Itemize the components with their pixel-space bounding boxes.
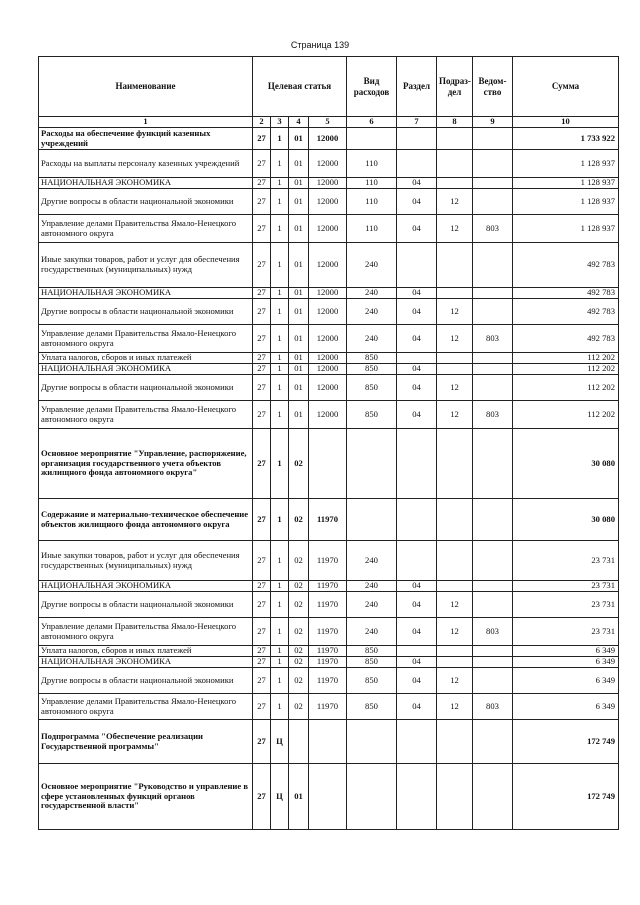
row-razdel [397,764,437,830]
row-summa: 23 731 [513,541,619,581]
row-name: Основное мероприятие "Руководство и управление в сфере установленных функций органов государственной власти" [39,764,253,830]
column-number: 3 [271,117,289,128]
row-name: Расходы на выплаты персоналу казенных учреждений [39,150,253,178]
row-name: Иные закупки товаров, работ и услуг для обеспечения государственных (муниципальных) нужд [39,541,253,581]
row-code-2: 27 [253,429,271,499]
row-summa: 492 783 [513,325,619,353]
row-vid: 110 [347,150,397,178]
table-row [39,720,619,764]
row-code-4: 02 [289,618,309,646]
row-code-3: 1 [271,364,289,375]
row-podrazdel: 12 [437,325,473,353]
row-code-5: 11970 [309,581,347,592]
page-number-label: Страница 139 [290,40,350,50]
row-code-5: 11970 [309,657,347,668]
row-name: Расходы на обеспечение функций казенных учреждений [39,128,253,150]
row-code-3: Ц [271,720,289,764]
header-vedomstvo: Ведом-ство [473,57,513,117]
table-row [39,353,619,364]
row-code-3: 1 [271,150,289,178]
row-vedomstvo [473,592,513,618]
row-code-5: 11970 [309,499,347,541]
row-code-3: 1 [271,668,289,694]
row-name: Управление делами Правительства Ямало-Ненецкого автономного округа [39,401,253,429]
column-number: 7 [397,117,437,128]
row-code-2: 27 [253,581,271,592]
row-code-3: 1 [271,375,289,401]
row-podrazdel: 12 [437,215,473,243]
row-code-4: 02 [289,429,309,499]
row-podrazdel [437,429,473,499]
row-code-4: 01 [289,764,309,830]
row-code-4: 01 [289,215,309,243]
row-code-5: 12000 [309,150,347,178]
header-summa: Сумма [513,57,619,117]
row-code-4: 01 [289,243,309,288]
row-code-4: 02 [289,541,309,581]
row-code-3: 1 [271,243,289,288]
row-code-5: 12000 [309,243,347,288]
row-code-3: 1 [271,288,289,299]
row-code-5: 11970 [309,668,347,694]
row-name: Другие вопросы в области национальной экономики [39,299,253,325]
row-podrazdel: 12 [437,694,473,720]
column-number: 10 [513,117,619,128]
row-vedomstvo [473,541,513,581]
row-vedomstvo [473,128,513,150]
row-code-2: 27 [253,541,271,581]
row-podrazdel [437,581,473,592]
row-code-4: 02 [289,646,309,657]
row-vid: 850 [347,694,397,720]
row-podrazdel: 12 [437,189,473,215]
row-summa: 1 128 937 [513,178,619,189]
row-code-4: 01 [289,401,309,429]
table-row [39,401,619,429]
table-row [39,178,619,189]
row-code-5: 12000 [309,215,347,243]
row-podrazdel [437,720,473,764]
row-vedomstvo [473,353,513,364]
row-vid [347,128,397,150]
row-code-2: 27 [253,646,271,657]
row-summa: 23 731 [513,581,619,592]
row-vedomstvo [473,150,513,178]
row-code-2: 27 [253,720,271,764]
table-row [39,592,619,618]
row-vid: 110 [347,189,397,215]
row-code-2: 27 [253,353,271,364]
row-code-5: 12000 [309,128,347,150]
row-code-2: 27 [253,618,271,646]
row-summa: 1 733 922 [513,128,619,150]
row-name: НАЦИОНАЛЬНАЯ ЭКОНОМИКА [39,288,253,299]
row-name: Управление делами Правительства Ямало-Ненецкого автономного округа [39,694,253,720]
row-code-2: 27 [253,694,271,720]
row-vedomstvo [473,581,513,592]
column-number: 9 [473,117,513,128]
table-row [39,189,619,215]
row-razdel: 04 [397,364,437,375]
row-razdel: 04 [397,657,437,668]
row-vid: 240 [347,288,397,299]
row-name: Другие вопросы в области национальной экономики [39,189,253,215]
row-podrazdel [437,646,473,657]
row-vedomstvo [473,288,513,299]
row-vedomstvo [473,668,513,694]
row-summa: 112 202 [513,375,619,401]
row-code-3: 1 [271,353,289,364]
row-code-3: 1 [271,541,289,581]
row-vedomstvo [473,429,513,499]
row-summa: 112 202 [513,401,619,429]
row-razdel: 04 [397,592,437,618]
row-code-2: 27 [253,764,271,830]
row-code-5: 11970 [309,618,347,646]
row-vid: 110 [347,178,397,189]
row-vedomstvo: 803 [473,215,513,243]
row-code-3: 1 [271,299,289,325]
table-row [39,375,619,401]
table-row [39,128,619,150]
row-vedomstvo [473,646,513,657]
row-vedomstvo [473,364,513,375]
row-razdel: 04 [397,178,437,189]
row-code-5: 12000 [309,325,347,353]
row-name: НАЦИОНАЛЬНАЯ ЭКОНОМИКА [39,364,253,375]
row-vid: 240 [347,541,397,581]
row-code-2: 27 [253,592,271,618]
row-code-2: 27 [253,243,271,288]
row-code-4: 01 [289,325,309,353]
row-razdel: 04 [397,401,437,429]
row-name: НАЦИОНАЛЬНАЯ ЭКОНОМИКА [39,657,253,668]
row-vid: 850 [347,375,397,401]
row-code-5: 11970 [309,592,347,618]
row-summa: 30 080 [513,499,619,541]
row-code-4: 02 [289,499,309,541]
row-code-2: 27 [253,128,271,150]
column-number: 6 [347,117,397,128]
row-code-5 [309,764,347,830]
header-target: Целевая статья [253,57,347,117]
row-vid: 850 [347,657,397,668]
row-summa: 6 349 [513,668,619,694]
row-vedomstvo [473,178,513,189]
row-podrazdel: 12 [437,375,473,401]
table-row [39,764,619,830]
row-code-5 [309,429,347,499]
row-code-3: 1 [271,581,289,592]
row-code-3: 1 [271,646,289,657]
budget-table [38,56,619,830]
row-podrazdel: 12 [437,401,473,429]
row-podrazdel: 12 [437,668,473,694]
row-summa: 1 128 937 [513,215,619,243]
row-code-2: 27 [253,657,271,668]
row-code-2: 27 [253,178,271,189]
row-razdel [397,243,437,288]
row-summa: 112 202 [513,364,619,375]
row-code-4: 01 [289,189,309,215]
row-name: Содержание и материально-техническое обеспечение объектов жилищного фонда автономного округа [39,499,253,541]
row-vid: 240 [347,243,397,288]
row-name: Уплата налогов, сборов и иных платежей [39,646,253,657]
row-code-4: 01 [289,375,309,401]
row-code-2: 27 [253,499,271,541]
row-code-3: 1 [271,189,289,215]
row-code-3: 1 [271,429,289,499]
row-name: НАЦИОНАЛЬНАЯ ЭКОНОМИКА [39,581,253,592]
row-name: Управление делами Правительства Ямало-Ненецкого автономного округа [39,618,253,646]
row-razdel: 04 [397,325,437,353]
row-code-5: 12000 [309,178,347,189]
row-vid: 240 [347,299,397,325]
table-row [39,581,619,592]
row-podrazdel: 12 [437,299,473,325]
row-vedomstvo [473,764,513,830]
row-code-4: 01 [289,353,309,364]
row-vid: 850 [347,646,397,657]
table-row [39,646,619,657]
row-code-2: 27 [253,668,271,694]
table-row [39,243,619,288]
row-vedomstvo [473,189,513,215]
row-code-5: 11970 [309,541,347,581]
row-podrazdel [437,150,473,178]
row-name: Уплата налогов, сборов и иных платежей [39,353,253,364]
row-summa: 172 749 [513,764,619,830]
column-number-row [39,117,619,128]
row-podrazdel [437,353,473,364]
row-podrazdel: 12 [437,618,473,646]
row-vid [347,764,397,830]
row-razdel [397,541,437,581]
row-podrazdel [437,288,473,299]
row-summa: 6 349 [513,646,619,657]
row-code-2: 27 [253,150,271,178]
table-row [39,618,619,646]
row-podrazdel: 12 [437,592,473,618]
row-razdel [397,720,437,764]
row-code-4: 02 [289,694,309,720]
row-code-2: 27 [253,189,271,215]
row-code-2: 27 [253,325,271,353]
table-row [39,694,619,720]
row-podrazdel [437,128,473,150]
row-code-5: 12000 [309,299,347,325]
row-summa: 492 783 [513,243,619,288]
header-podrazdel: Подраз-дел [437,57,473,117]
row-razdel [397,646,437,657]
row-code-3: 1 [271,128,289,150]
row-vid: 850 [347,668,397,694]
row-summa: 23 731 [513,618,619,646]
row-code-2: 27 [253,288,271,299]
row-code-2: 27 [253,299,271,325]
row-summa: 6 349 [513,694,619,720]
row-vid: 240 [347,618,397,646]
row-vedomstvo [473,499,513,541]
row-podrazdel [437,364,473,375]
row-code-4: 01 [289,150,309,178]
row-vedomstvo: 803 [473,694,513,720]
row-vid [347,429,397,499]
row-razdel [397,128,437,150]
row-razdel [397,353,437,364]
row-code-5: 12000 [309,189,347,215]
row-razdel: 04 [397,694,437,720]
row-code-5: 11970 [309,646,347,657]
row-code-4: 01 [289,364,309,375]
row-razdel: 04 [397,668,437,694]
row-code-5: 12000 [309,364,347,375]
row-name: Основное мероприятие "Управление, распоряжение, организация государственного учета объектов жилищного фонда автономного округа" [39,429,253,499]
row-code-4: 02 [289,657,309,668]
header-row [39,57,619,117]
row-vid: 110 [347,215,397,243]
row-vedomstvo [473,299,513,325]
row-summa: 112 202 [513,353,619,364]
row-razdel: 04 [397,215,437,243]
row-code-3: 1 [271,325,289,353]
row-code-2: 27 [253,401,271,429]
row-code-3: 1 [271,215,289,243]
row-vedomstvo: 803 [473,401,513,429]
table-row [39,215,619,243]
row-summa: 492 783 [513,288,619,299]
row-razdel: 04 [397,618,437,646]
row-vid: 240 [347,581,397,592]
row-vid [347,499,397,541]
table-row [39,499,619,541]
row-podrazdel [437,499,473,541]
row-code-4: 02 [289,668,309,694]
row-summa: 30 080 [513,429,619,499]
row-code-3: 1 [271,178,289,189]
row-podrazdel [437,178,473,189]
row-name: Другие вопросы в области национальной экономики [39,375,253,401]
row-summa: 23 731 [513,592,619,618]
row-name: Иные закупки товаров, работ и услуг для обеспечения государственных (муниципальных) нужд [39,243,253,288]
column-number: 8 [437,117,473,128]
row-razdel: 04 [397,581,437,592]
row-code-2: 27 [253,364,271,375]
row-code-2: 27 [253,375,271,401]
row-podrazdel [437,657,473,668]
column-number: 4 [289,117,309,128]
header-name: Наименование [39,57,253,117]
row-podrazdel [437,764,473,830]
table-row [39,288,619,299]
row-name: НАЦИОНАЛЬНАЯ ЭКОНОМИКА [39,178,253,189]
row-vedomstvo [473,720,513,764]
row-vid [347,720,397,764]
row-vid: 850 [347,364,397,375]
row-name: Подпрограмма "Обеспечение реализации Государственной программы" [39,720,253,764]
row-vid: 240 [347,325,397,353]
row-podrazdel [437,243,473,288]
column-number: 2 [253,117,271,128]
table-row [39,668,619,694]
row-code-4: 02 [289,592,309,618]
row-code-3: 1 [271,657,289,668]
row-code-5: 12000 [309,375,347,401]
row-code-3: 1 [271,694,289,720]
row-code-3: 1 [271,618,289,646]
row-name: Другие вопросы в области национальной экономики [39,668,253,694]
row-summa: 492 783 [513,299,619,325]
table-row [39,657,619,668]
header-razdel: Раздел [397,57,437,117]
row-code-2: 27 [253,215,271,243]
row-code-3: Ц [271,764,289,830]
header-vid: Вид расходов [347,57,397,117]
table-row [39,299,619,325]
row-code-4: 02 [289,581,309,592]
row-name: Управление делами Правительства Ямало-Ненецкого автономного округа [39,325,253,353]
row-vedomstvo [473,657,513,668]
row-summa: 1 128 937 [513,189,619,215]
row-code-4: 01 [289,128,309,150]
table-row [39,150,619,178]
row-name: Другие вопросы в области национальной экономики [39,592,253,618]
row-summa: 172 749 [513,720,619,764]
row-code-3: 1 [271,401,289,429]
row-vedomstvo [473,375,513,401]
row-code-4: 01 [289,178,309,189]
row-code-5: 12000 [309,401,347,429]
row-vid: 850 [347,353,397,364]
row-code-3: 1 [271,499,289,541]
row-code-5: 12000 [309,288,347,299]
row-vedomstvo: 803 [473,618,513,646]
row-razdel [397,150,437,178]
row-name: Управление делами Правительства Ямало-Ненецкого автономного округа [39,215,253,243]
row-podrazdel [437,541,473,581]
row-code-5: 11970 [309,694,347,720]
row-vedomstvo: 803 [473,325,513,353]
row-code-5 [309,720,347,764]
row-code-5: 12000 [309,353,347,364]
table-row [39,325,619,353]
row-razdel: 04 [397,375,437,401]
row-razdel: 04 [397,288,437,299]
row-razdel: 04 [397,299,437,325]
row-code-4 [289,720,309,764]
row-razdel [397,499,437,541]
column-number: 1 [39,117,253,128]
row-vid: 240 [347,592,397,618]
row-code-3: 1 [271,592,289,618]
row-code-4: 01 [289,288,309,299]
table-row [39,429,619,499]
row-vid: 850 [347,401,397,429]
row-razdel: 04 [397,189,437,215]
table-row [39,541,619,581]
row-vedomstvo [473,243,513,288]
row-summa: 6 349 [513,657,619,668]
column-number: 5 [309,117,347,128]
row-razdel [397,429,437,499]
table-row [39,364,619,375]
row-code-4: 01 [289,299,309,325]
row-summa: 1 128 937 [513,150,619,178]
